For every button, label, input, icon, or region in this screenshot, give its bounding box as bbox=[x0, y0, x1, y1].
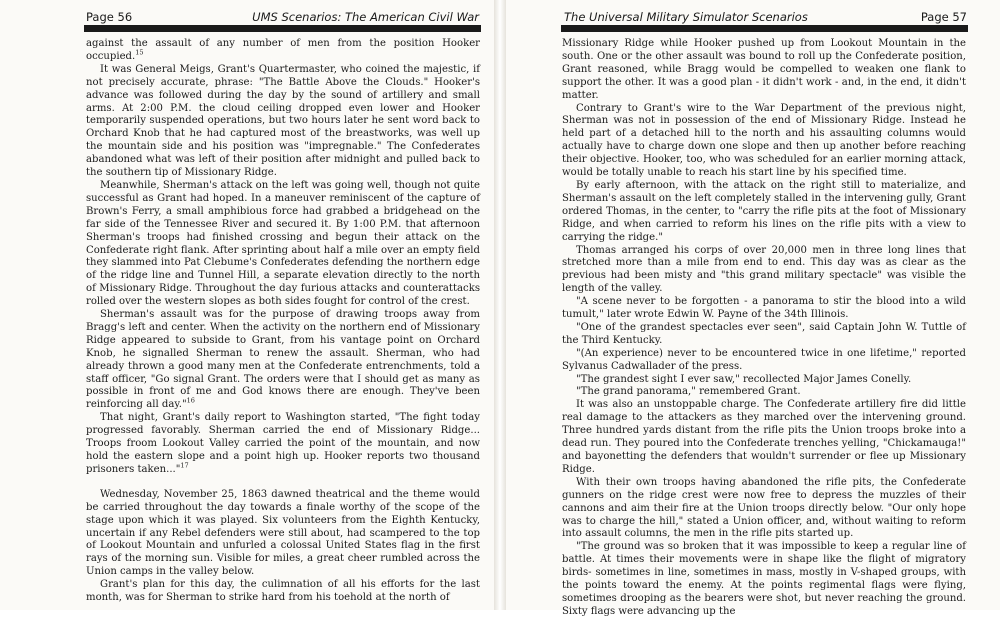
paragraph: Thomas arranged his corps of over 20,000 men in three long lines that stretched more than a mile from end to end. This day was as clear as the previous had been misty and "this grand military spectacle" was visible the length of the valley. bbox=[562, 244, 966, 295]
footnote-marker: 17 bbox=[180, 461, 189, 470]
right-page bbox=[506, 0, 1000, 617]
paragraph: It was General Meigs, Grant's Quartermaster, who coined the majestic, if not precisely accurate, phrase: "The Battle Above the Clouds." Hooker's advance was followed during the day by the sound of artillery and small arms. At 2:00 P.M. the cloud ceiling dropped even lower and Hooker temporarily suspended operations, but two hours later he sent word back to Orchard Knob that he had captured most of the breastworks, was well up the mountain side and his position was "impregnable." The Confederates abandoned what was left of their position after midnight and pulled back to the southern tip of Missionary Ridge. bbox=[86, 63, 480, 179]
book-gutter bbox=[494, 0, 506, 610]
paragraph: Grant's plan for this day, the culimnation of all his efforts for the last month, was for Sherman to strike hard from his toehold at the north of bbox=[86, 579, 480, 604]
left-page-header bbox=[86, 10, 481, 24]
page-number: Page 56 bbox=[86, 10, 133, 24]
page-number: Page 57 bbox=[920, 10, 967, 24]
paragraph: "The grand panorama," remembered Grant. bbox=[576, 386, 801, 398]
paragraph: Missionary Ridge while Hooker pushed up from Lookout Mountain in the south. One or the other assault was bound to roll up the Confederate position, Grant reasoned, while Bragg would be compelled to weaken one flank to support the other. It was a good plan - it didn't work - and, in the end, it didn't matter. bbox=[562, 38, 966, 101]
paragraph: Wednesday, November 25, 1863 dawned theatrical and the theme would be carried throughout the day towards a finale worthy of the scope of the stage upon which it was played. Six volunteers from the Eighth Kentucky, uncertain if any Rebel defenders were still about, had scampered to the top of Lookout Mountain and unfurled a colossal United States flag in the first rays of the morning sun. Visible for miles, a great cheer rumbled across the Union camps in the valley below. bbox=[86, 488, 480, 578]
paragraph: Meanwhile, Sherman's attack on the left was going well, though not quite successful as Grant had hoped. In a maneuver reminiscent of the capture of Brown's Ferry, a small amphibious force had grabbed a bridgehead on the far side of the Tennessee River and secured it. By 1:00 P.M. that afternoon Sherman's troops had finished crossing and begun their attack on the Confederate right flank. After sprinting about half a mile over an empty field they slammed into Pat Clebume's Confederates defending the northern edge of the ridge line and Tunnel Hill, a separate elevation directly to the north of Missionary Ridge. Throughout the day furious attacks and counterattacks rolled over the western slopes as both sides fought for control of the crest. bbox=[86, 179, 480, 308]
paragraph: It was also an unstoppable charge. The Confederate artillery fire did little real damage to the attackers as they marched over the intervening ground. Three hundred yards distant from the rifle pits the Union troops broke into a dead run. They poured into the Confederate trenches yelling, "Chickamauga!" and bayonetting the defenders that wouldn't surrender or flee up Missionary Ridge. bbox=[562, 399, 966, 475]
left-page bbox=[0, 0, 494, 610]
right-page-header bbox=[562, 10, 967, 24]
paragraph: With their own troops having abandoned the rifle pits, the Confederate gunners on the ridge crest were now free to depress the muzzles of their cannons and aim their fire at the Union troops directly below. "Our only hope was to charge the hill," stated a Union officer, and, without waiting to reform into assault columns, the men in the rifle pits started up. bbox=[562, 476, 966, 540]
paragraph: That night, Grant's daily report to Washington started, "The fight today progressed favorably. Sherman carried the end of Missionary Ridge... Troops froom Lookout Valley carried the point of the mountain, and now hold the eastern slope and a point high up. Hooker reports two thousand prisoners taken..."$^{17}$ bbox=[86, 412, 480, 475]
footnote-marker: 16 bbox=[186, 397, 195, 406]
header-rule bbox=[84, 25, 481, 32]
running-title: UMS Scenarios: The American Civil War bbox=[252, 10, 479, 24]
paragraph: Sherman's assault was for the purpose of drawing troops away from Bragg's left and center. When the activity on the northern end of Missionary Ridge appeared to subside to Grant, from his vantage point on Orchard Knob, he signalled Sherman to renew the assault. Sherman, who had already thrown a good many men at the Confederate entrenchments, told a staff officer, "Go signal Grant. The orders were that I should get as many as possible in front of me and God knows there are enough. They've been reinforcing all day."$^{16}$ bbox=[86, 309, 480, 411]
paragraph: "The ground was so broken that it was impossible to keep a regular line of battle. At times their movements were in shape like the flight of migratory birds- sometimes in line, sometimes in mass, mostly in V-shaped groups, with the points toward the enemy. At the points regimental flags were flying, sometimes drooping as the bearers were shot, but never reaching the ground. Sixty flags were advancing up the bbox=[562, 541, 966, 617]
paragraph: "The grandest sight I ever saw," recollected Major James Conelly. bbox=[576, 373, 912, 385]
paragraph: "One of the grandest spectacles ever seen", said Captain John W. Tuttle of the Third Kentucky. bbox=[562, 321, 966, 346]
paragraph: By early afternoon, with the attack on the right still to materialize, and Sherman's assault on the left completely stalled in the intervening gully, Grant ordered Thomas, in the center, to "carry the rifle pits at the foot of Missionary Ridge, and when carried to reform his lines on the rifle pits with a view to carrying the ridge." bbox=[562, 179, 966, 243]
footnote-marker: 15 bbox=[135, 48, 144, 57]
running-title: The Universal Military Simulator Scenarios bbox=[564, 10, 808, 24]
header-rule bbox=[561, 25, 968, 32]
left-page-body bbox=[86, 38, 480, 605]
paragraph: Contrary to Grant's wire to the War Department of the previous night, Sherman was not in possession of the end of Missionary Ridge. Instead he held part of a detached hill to the north and his assaulting columns would actually have to charge down one slope and then up another before reaching their objective. Hooker, too, who was scheduled for an earlier morning attack, would be totally unable to reach his start line by his specified time. bbox=[562, 102, 966, 179]
paragraph: against the assault of any number of men from the position Hooker occupied.$^{15}$ bbox=[86, 38, 480, 62]
paragraph: "A scene never to be forgotten - a panorama to stir the blood into a wild tumult," later wrote Edwin W. Payne of the 34th Illinois. bbox=[562, 296, 966, 321]
paragraph: "(An experience) never to be encountered twice in one lifetime," reported Sylvanus Cadwallader of the press. bbox=[562, 347, 966, 372]
right-page-body bbox=[562, 38, 966, 619]
